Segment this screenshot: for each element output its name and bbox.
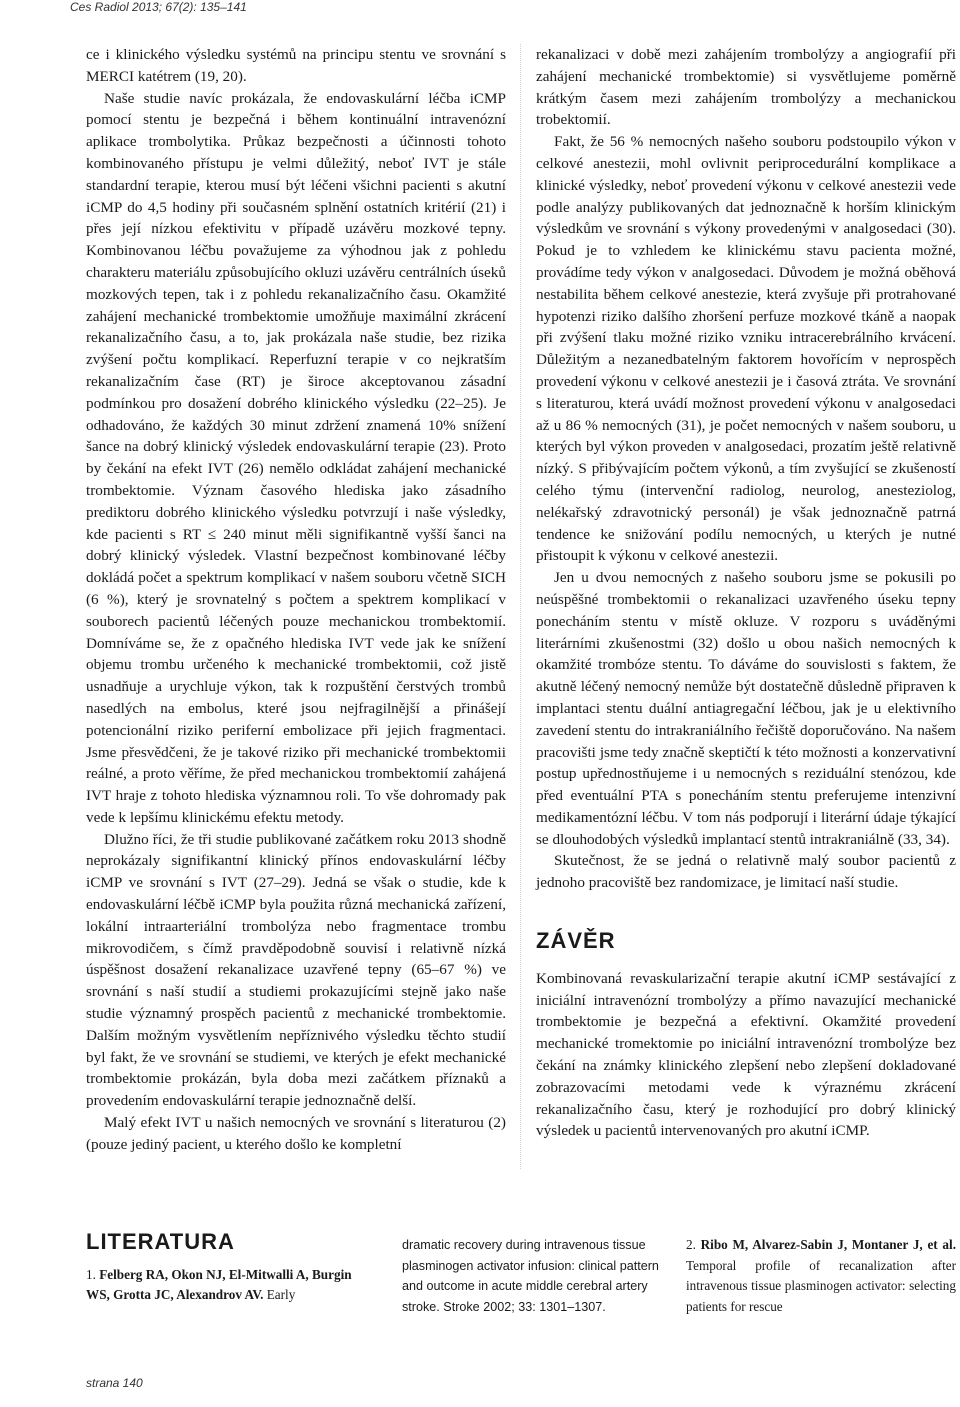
right-column bbox=[536, 44, 956, 1142]
paragraph: Skutečnost, že se jedná o relativně malý soubor pacientů z jednoho pracoviště bez randomizace, je limitací naší studie. bbox=[536, 852, 956, 892]
reference-text: Early bbox=[266, 1287, 296, 1302]
paragraph: ce i klinického výsledku systémů na principu stentu ve srovnání s MERCI katétrem (19, 20). bbox=[86, 46, 506, 85]
references-column-3 bbox=[686, 1235, 956, 1317]
reference-1 bbox=[86, 1265, 356, 1306]
reference-authors: Felberg RA, Okon NJ, El-Mitwalli A, Burgin WS, Grotta JC, Alexandrov AV. bbox=[86, 1266, 352, 1302]
reference-text: Temporal profile of recanalization after intravenous tissue plasminogen activator: selecting patients for rescue bbox=[686, 1257, 956, 1314]
page-number: strana 140 bbox=[86, 1376, 143, 1390]
paragraph: Jen u dvou nemocných z našeho souboru jsme se pokusili po neúspěšné trombektomii o rekanalizaci uzavřeného úseku tepny ponecháním stentu v místě okluze. V rozporu s uváděnými literárními zkušenostmi (32) došlo u obou našich nemocných k okamžité trombóze stentu. To dáváme do souvislosti s faktem, že akutně léčený nemocný nemůže být dostatečně důsledně připraven k implantaci stentu duální antiagregační léčbou, jak je u elektivního zavedení stentu do intrakraniálního řečiště doporučováno. Na našem pracovišti jsme tedy značně skeptičtí k této možnosti a konzervativní postup upřednostňujeme i u nemocných s reziduální stenózou, kde před eventuální PTA s ponecháním stentu preferujeme intenzivní medikamentózní léčbu. V tom nás podporují i literární údaje týkající se dlouhodobých výsledků implantací stentů intrakraniálně (33, 34). bbox=[536, 569, 956, 848]
reference-text: dramatic recovery during intravenous tissue plasminogen activator infusion: clinical pattern and outcome in acute middle cerebral artery stroke. Stroke 2002; 33: 1301–1307. bbox=[402, 1238, 659, 1314]
paragraph: Fakt, že 56 % nemocných našeho souboru podstoupilo výkon v celkové anestezii, mohl ovlivnit periprocedurální komplikace a klinické výsledky, neboť provedení výkonu v celkové anestezii vede podle analýzy publikovaných dat jednoznačně k horším klinickým výsledkům ve srovnání s výkony provedenými v analgosedaci (30). Pokud je to vzhledem ke klinickému stavu pacienta možné, provádíme tedy výkon v analgosedaci. Důvodem je možná oběhová nestabilita během celkové anestezie, která zvyšuje při protrahované hypotenzi riziko dalšího zhoršení perfuze mozkové tkáně a naopak při zvýšení tlaku možné riziko vzniku intracerebrálního krvácení. Důležitým a nezanedbatelným faktorem hovořícím v neprospěch provedení výkonu v celkové anestezii je i časová ztráta. Ve srovnání s literaturou, která uvádí možnost provedení výkonu v analgosedaci až u 86 % nemocných (31), je počet nemocných v našem souboru, u kterých byl výkon proveden v analgosedaci, prozatím ještě relativně nízký. S přibývajícím počtem výkonů, a tím zvyšující se zkušeností celého týmu (intervenční radiolog, neurolog, anesteziolog, nelékařský zdravotnický personál) je však jednoznačně patrná tendence ke snižování podílu nemocných, u kterých je nutné přistoupit k výkonu v celkové anestezii. bbox=[536, 133, 956, 565]
column-divider bbox=[520, 44, 521, 1169]
conclusion-heading: ZÁVĚR bbox=[536, 928, 616, 954]
paragraph: Dlužno říci, že tři studie publikované začátkem roku 2013 shodně neprokázaly signifikantní klinický přínos endovaskulární léčby iCMP ve srovnání s IVT (27–29). Jedná se však o studie, kde k endovaskulární léčbě iCMP byla použita různá mechanická zařízení, lokální intraarteriální trombolýza nebo fragmentace trombu mikrovodičem, s čímž pravděpodobně souvisí i relativně nízká úspěšnost dosažení rekanalizace uzavřené tepny (65–67 %) ve srovnání s naší studií a studiemi prokazujícími stejně jako naše studie významný prospěch pacientů z mechanické trombektomie. Dalším možným vysvětlením nepříznivého výsledku těchto studií byl fakt, že ve srovnání se studiemi, ve kterých je efekt mechanické trombektomie prokázán, byla doba mezi začátkem příznaků a provedením endovaskulární terapie jednoznačně delší. bbox=[86, 830, 506, 1110]
paragraph: Malý efekt IVT u našich nemocných ve srovnání s literaturou (2) (pouze jediný pacient, u kterého došlo ke kompletní bbox=[86, 1114, 506, 1153]
reference-authors: Ribo M, Alvarez-Sabin J, Montaner J, et al. bbox=[700, 1237, 956, 1252]
reference-number: 2. bbox=[686, 1237, 696, 1252]
references-column-1 bbox=[86, 1229, 356, 1306]
paragraph: Naše studie navíc prokázala, že endovaskulární léčba iCMP pomocí stentu je bezpečná i během kontinuální intravenózní aplikace trombolytika. Průkaz bezpečnosti a účinnosti tohoto kombinovaného přístupu je velmi důležitý, neboť IVT je stále standardní terapie, kterou musí být léčeni všichni pacienti s akutní iCMP do 4,5 hodiny při současném splnění ostatních kritérií (21) i přes její nízkou efektivitu v případě uzávěru mozkové tepny. Kombinovanou léčbu považujeme za výhodnou jak z pohledu charakteru materiálu způsobujícího okluzi uzávěru centrálních úseků mozkových tepen, tak i z pohledu rekanalizačního času. Okamžité zahájení mechanické trombektomie umožňuje maximální zkrácení rekanalizačního času, a to, jak prokázala naše studie, bez rizika zvýšení počtu komplikací. Reperfuzní terapie v co nejkratším rekanalizačním čase (RT) je široce akceptovanou zásadní podmínkou pro dosažení dobrého klinického výsledku (22–25). Je odhadováno, že každých 30 minut zdržení znamená 10% snížení šance na dobrý klinický výsledek endovaskulární terapie (23). Proto by čekání na efekt IVT (26) nemělo odkládat zahájení mechanické trombektomie. Význam časového hlediska jako zásadního prediktoru dobrého klinického výsledku potvrzují i naše výsledky, kde pacienti s RT ≤ 240 minut měli signifikantně vyšší šanci na dobrý klinický výsledek. Vlastní bezpečnost kombinované léčby dokládá počet a spektrum komplikací v našem souboru včetně SICH (6 %), který je srovnatelný s počtem a spektrem komplikací v souborech pacientů léčených pouze mechanickou trombektomií. Domníváme se, že z opačného hlediska IVT vede jak ke snížení objemu trombu určeného k mechanické trombektomii, což jistě usnadňuje a urychluje výkon, tak k rozpuštění čerstvých trombů nasedlých na embolus, které jsou nejfragilnější a přinášejí potencionální riziko periferní embolizace při jejich fragmentaci. Jsme přesvědčeni, že je takové riziko při mechanické trombektomii reálné, a proto věříme, že před mechanickou trombektomií zahájená IVT hraje z tohoto hlediska významnou roli. To vše dohromady pak vede k lepšímu klinickému efektu metody. bbox=[86, 89, 506, 826]
reference-number: 1. bbox=[86, 1266, 96, 1282]
running-head: Ces Radiol 2013; 67(2): 135–141 bbox=[70, 0, 247, 14]
conclusion-text: Kombinovaná revaskularizační terapie akutní iCMP sestávající z iniciální intravenózní trombolýzy a přímo navazující mechanické trombektomie je bezpečná a efektivní. Okamžité provedení mechanické tromektomie po iniciální intravenózní trombolýze bez čekání na známky klinického zlepšení nebo zlepšení dokladované zobrazovacími metodami vede k výraznému zkrácení rekanalizačního času, který je rozhodující pro dobrý klinický výsledek u pacientů intervenovaných pro akutní iCMP. bbox=[536, 969, 956, 1140]
references-column-2 bbox=[402, 1235, 660, 1317]
references-heading: LITERATURA bbox=[86, 1229, 235, 1254]
left-column bbox=[86, 44, 506, 1156]
paragraph: rekanalizaci v době mezi zahájením trombolýzy a angiografií při zahájení mechanické trombektomie) si vysvětlujeme poměrně krátkým časem mezi zahájením trombolýzy a mechanickou trobektomií. bbox=[536, 46, 956, 129]
